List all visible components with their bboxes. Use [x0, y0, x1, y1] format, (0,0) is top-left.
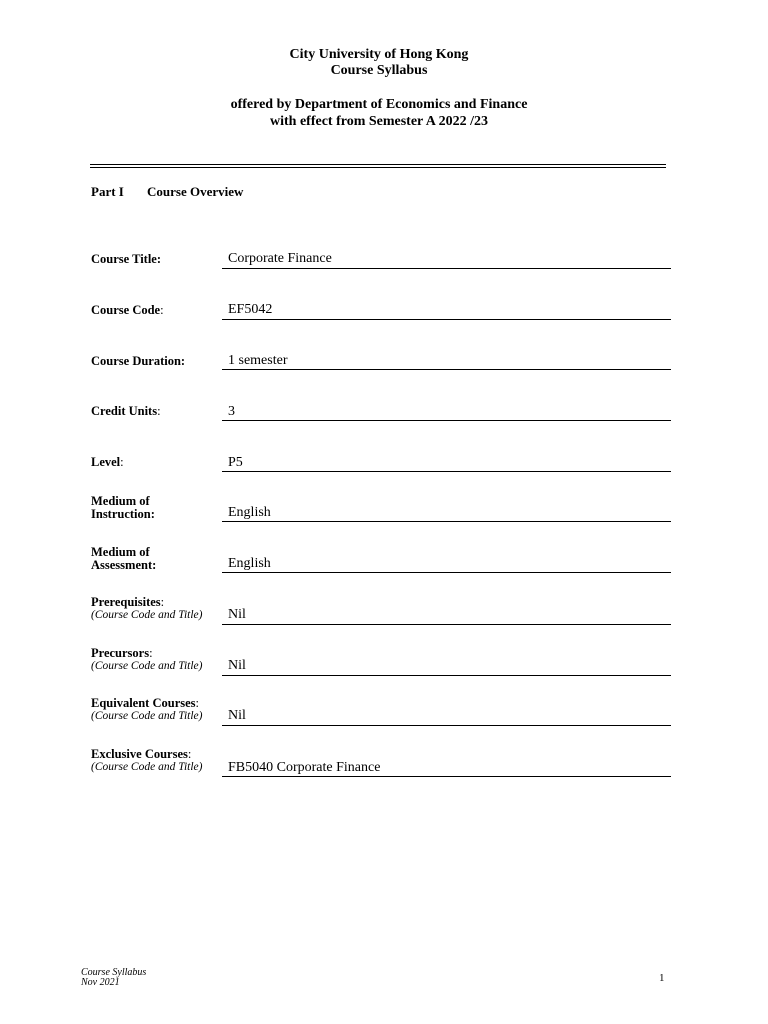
- footer-doc-name: Course Syllabus: [81, 967, 147, 978]
- field-medium-instruction: [0, 494, 768, 524]
- field-sublabel: (Course Code and Title): [91, 660, 203, 672]
- field-value: 1 semester: [228, 353, 288, 368]
- field-value: P5: [228, 455, 243, 470]
- field-label: Medium of Assessment:: [91, 545, 157, 572]
- field-precursors: [0, 647, 768, 677]
- field-value: English: [228, 505, 271, 520]
- effective-semester: with effect from Semester A 2022 /23: [270, 114, 488, 129]
- field-sublabel: (Course Code and Title): [91, 609, 203, 621]
- offering-department: offered by Department of Economics and Finance: [230, 97, 528, 112]
- field-value: FB5040 Corporate Finance: [228, 760, 381, 775]
- field-value: Nil: [228, 708, 246, 723]
- field-value: 3: [228, 404, 235, 419]
- field-label: Prerequisites: (Course Code and Title): [91, 596, 221, 622]
- field-credit-units: [0, 404, 768, 434]
- field-underline: [222, 776, 671, 777]
- field-value: English: [228, 556, 271, 571]
- field-course-duration: [0, 353, 768, 383]
- field-underline: [222, 319, 671, 320]
- field-label: Course Title:: [91, 252, 162, 266]
- document-type: Course Syllabus: [330, 63, 428, 78]
- part-title: Course Overview: [147, 184, 244, 199]
- section-heading: [91, 184, 244, 200]
- field-underline: [222, 624, 671, 625]
- field-value: Corporate Finance: [228, 251, 332, 266]
- field-label: Medium of Instruction:: [91, 494, 155, 521]
- field-label: Equivalent Courses: (Course Code and Title): [91, 697, 221, 723]
- university-name: City University of Hong Kong: [289, 47, 469, 62]
- field-value: EF5042: [228, 302, 273, 317]
- field-underline: [222, 725, 671, 726]
- field-label: Course Code:: [91, 303, 164, 317]
- field-medium-assessment: [0, 546, 768, 576]
- page-number: 1: [659, 972, 665, 984]
- field-underline: [222, 572, 671, 573]
- field-value: Nil: [228, 607, 246, 622]
- page-footer: [81, 968, 146, 988]
- field-label: Precursors: (Course Code and Title): [91, 647, 221, 673]
- field-level: [0, 455, 768, 485]
- field-course-title: [0, 251, 768, 281]
- field-label: Course Duration:: [91, 354, 186, 368]
- field-underline: [222, 420, 671, 421]
- footer-date: Nov 2021: [81, 977, 120, 988]
- field-underline: [222, 268, 671, 269]
- field-exclusive-courses: [0, 748, 768, 778]
- field-underline: [222, 521, 671, 522]
- field-underline: [222, 369, 671, 370]
- field-equivalent-courses: [0, 697, 768, 727]
- field-label: Level:: [91, 455, 124, 469]
- field-label: Exclusive Courses: (Course Code and Title): [91, 748, 221, 774]
- part-number: Part I: [91, 184, 124, 199]
- field-value: Nil: [228, 658, 246, 673]
- field-sublabel: (Course Code and Title): [91, 710, 203, 722]
- field-label: Credit Units:: [91, 404, 161, 418]
- field-underline: [222, 675, 671, 676]
- field-course-code: [0, 302, 768, 332]
- header-divider: [90, 164, 666, 168]
- field-sublabel: (Course Code and Title): [91, 761, 203, 773]
- field-prerequisites: [0, 596, 768, 626]
- field-underline: [222, 471, 671, 472]
